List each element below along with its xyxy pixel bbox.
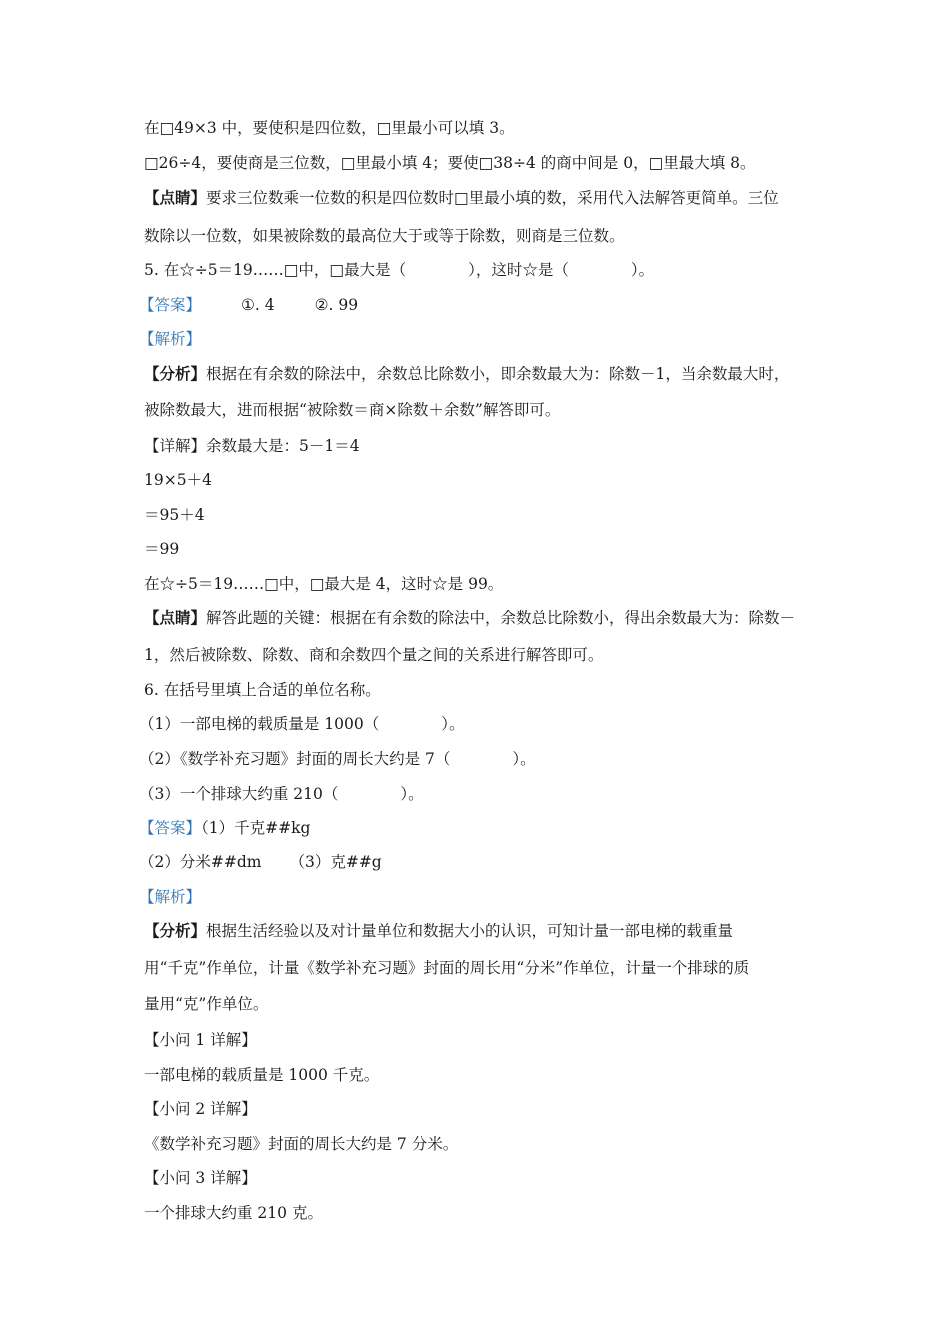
question-6-sub: （1）一部电梯的载质量是 1000（ ）。 <box>139 715 465 733</box>
answer-1: （1）千克##kg <box>201 819 311 837</box>
sub-heading: 【小问 3 详解】 <box>144 1169 257 1187</box>
text-line: 在□49×3 中，要使积是四位数，□里最小可以填 3。 <box>144 119 515 137</box>
sub-heading: 【小问 2 详解】 <box>144 1100 257 1118</box>
result-line: 在☆÷5＝19……□中，□最大是 4，这时☆是 99。 <box>144 575 504 593</box>
text-line: □26÷4，要使商是三位数，□里最小填 4；要使□38÷4 的商中间是 0，□里最大填 8。 <box>144 154 756 172</box>
answer-3: （3）克##g <box>289 853 382 871</box>
fenxi-tag: 【分析】 <box>144 364 207 383</box>
answer-tag: 【答案】 <box>139 296 202 314</box>
sub-detail: 《数学补充习题》封面的周长大约是 7 分米。 <box>144 1135 459 1153</box>
text-line: 被除数最大，进而根据“被除数＝商×除数＋余数”解答即可。 <box>144 401 561 419</box>
text-line <box>144 921 809 941</box>
sub-detail: 一部电梯的载质量是 1000 千克。 <box>144 1066 380 1084</box>
answer-line <box>139 295 804 315</box>
fenxi-text: 根据在有余数的除法中，余数总比除数小，即余数最大为：除数－1，当余数最大时， <box>206 365 790 383</box>
answer-line <box>139 818 804 838</box>
xiangjie-line: 【详解】余数最大是：5－1＝4 <box>144 437 360 455</box>
sub-detail: 一个排球大约重 210 克。 <box>144 1204 323 1222</box>
question-6-sub: （2）《数学补充习题》封面的周长大约是 7（ ）。 <box>139 750 536 768</box>
question-6-sub: （3）一个排球大约重 210（ ）。 <box>139 785 424 803</box>
text-line: 数除以一位数，如果被除数的最高位大于或等于除数，则商是三位数。 <box>144 227 625 245</box>
fenxi-tag: 【分析】 <box>144 921 207 940</box>
text-line: 用“千克”作单位，计量《数学补充习题》封面的周长用“分米”作单位，计量一个排球的质 <box>144 959 750 977</box>
text-line <box>144 608 809 628</box>
calc-line: ＝95＋4 <box>144 506 205 524</box>
sub-heading: 【小问 1 详解】 <box>144 1031 257 1049</box>
calc-line: ＝99 <box>144 540 180 558</box>
question-5: 5. 在☆÷5＝19……□中，□最大是（ ），这时☆是（ ）。 <box>144 261 655 279</box>
calc-line: 19×5＋4 <box>144 471 212 489</box>
dianjing-text: 要求三位数乘一位数的积是四位数时□里最小填的数，采用代入法解答更简单。三位 <box>206 189 779 207</box>
dianjing-tag: 【点睛】 <box>144 608 207 627</box>
answer-tag: 【答案】 <box>139 819 202 837</box>
analysis-tag: 【解析】 <box>139 888 202 906</box>
question-6: 6. 在括号里填上合适的单位名称。 <box>144 681 381 699</box>
answer-2: ②. 99 <box>314 296 359 314</box>
answer-2: （2）分米##dm <box>139 853 262 871</box>
text-line: 1，然后被除数、除数、商和余数四个量之间的关系进行解答即可。 <box>144 646 604 664</box>
dianjing-tag: 【点睛】 <box>144 188 207 207</box>
text-line <box>144 364 809 384</box>
dianjing-text: 解答此题的关键：根据在有余数的除法中，余数总比除数小，得出余数最大为：除数－ <box>206 609 796 627</box>
analysis-tag: 【解析】 <box>139 330 202 348</box>
answer-line <box>139 852 804 872</box>
text-line <box>144 188 809 208</box>
text-line: 量用“克”作单位。 <box>144 995 269 1013</box>
answer-1: ①. 4 <box>241 296 275 314</box>
fenxi-text: 根据生活经验以及对计量单位和数据大小的认识，可知计量一部电梯的载重量 <box>206 922 734 940</box>
